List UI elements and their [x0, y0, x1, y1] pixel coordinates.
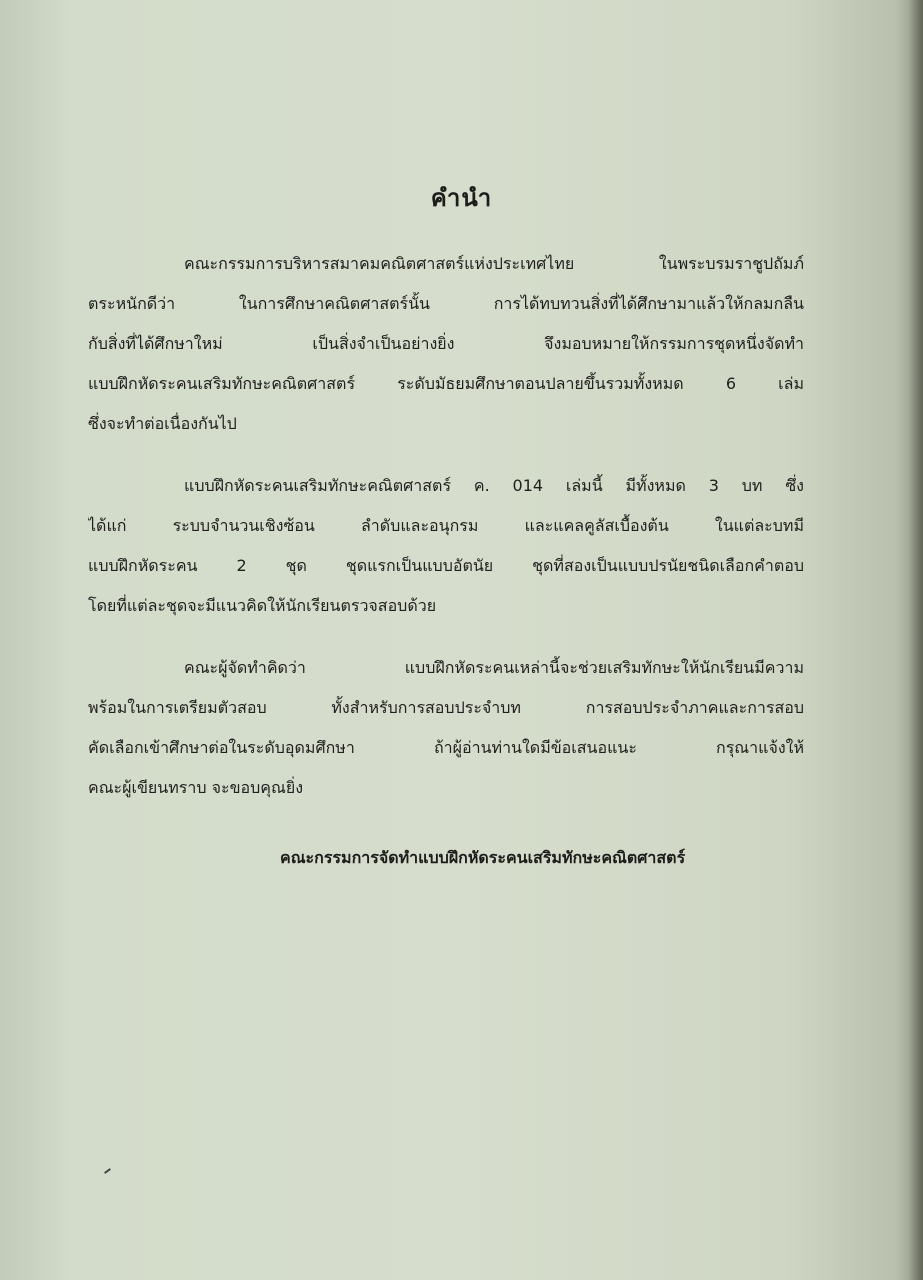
paragraph-line: กับสิ่งที่ได้ศึกษาใหม่ เป็นสิ่งจำเป็นอย่างยิ่ง จึงมอบหมายให้กรรมการชุดหนึ่งจัดทำ: [88, 334, 804, 353]
paragraph-line: คัดเลือกเข้าศึกษาต่อในระดับอุดมศึกษา ถ้าผู้อ่านท่านใดมีข้อเสนอแนะ กรุณาแจ้งให้: [88, 738, 804, 757]
signature: คณะกรรมการจัดทำแบบฝึกหัดระคนเสริมทักษะคณิตศาสตร์: [280, 848, 686, 867]
paragraph-line: แบบฝึกหัดระคน 2 ชุด ชุดแรกเป็นแบบอัตนัย ชุดที่สองเป็นแบบปรนัยชนิดเลือกคำตอบ: [88, 556, 804, 575]
paragraph-line: แบบฝึกหัดระคนเสริมทักษะคณิตศาสตร์ ระดับมัธยมศึกษาตอนปลายขึ้นรวมทั้งหมด 6 เล่ม: [88, 374, 804, 393]
paragraph-line: คณะผู้จัดทำคิดว่า แบบฝึกหัดระคนเหล่านี้จะช่วยเสริมทักษะให้นักเรียนมีความ: [184, 658, 804, 677]
paragraph-line: ได้แก่ ระบบจำนวนเชิงซ้อน ลำดับและอนุกรม และแคลคูลัสเบื้องต้น ในแต่ละบทมี: [88, 516, 804, 535]
page-title: คำนำ: [430, 184, 493, 212]
paragraph-line: ซึ่งจะทำต่อเนื่องกันไป: [88, 414, 237, 433]
paragraph-line: แบบฝึกหัดระคนเสริมทักษะคณิตศาสตร์ ค. 014 เล่มนี้ มีทั้งหมด 3 บท ซึ่ง: [184, 476, 804, 495]
paragraph-line: ตระหนักดีว่า ในการศึกษาคณิตศาสตร์นั้น การได้ทบทวนสิ่งที่ได้ศึกษามาแล้วให้กลมกลืน: [88, 294, 804, 313]
paper-mark: [104, 1168, 111, 1174]
paragraph-line: โดยที่แต่ละชุดจะมีแนวคิดให้นักเรียนตรวจสอบด้วย: [88, 596, 437, 615]
paragraph-line: พร้อมในการเตรียมตัวสอบ ทั้งสำหรับการสอบประจำบท การสอบประจำภาคและการสอบ: [88, 698, 804, 717]
paragraph-line: คณะผู้เขียนทราบ จะขอบคุณยิ่ง: [88, 778, 304, 797]
document-body: [88, 244, 804, 808]
paragraph-line: คณะกรรมการบริหารสมาคมคณิตศาสตร์แห่งประเทศไทย ในพระบรมราชูปถัมภ์: [184, 254, 804, 273]
